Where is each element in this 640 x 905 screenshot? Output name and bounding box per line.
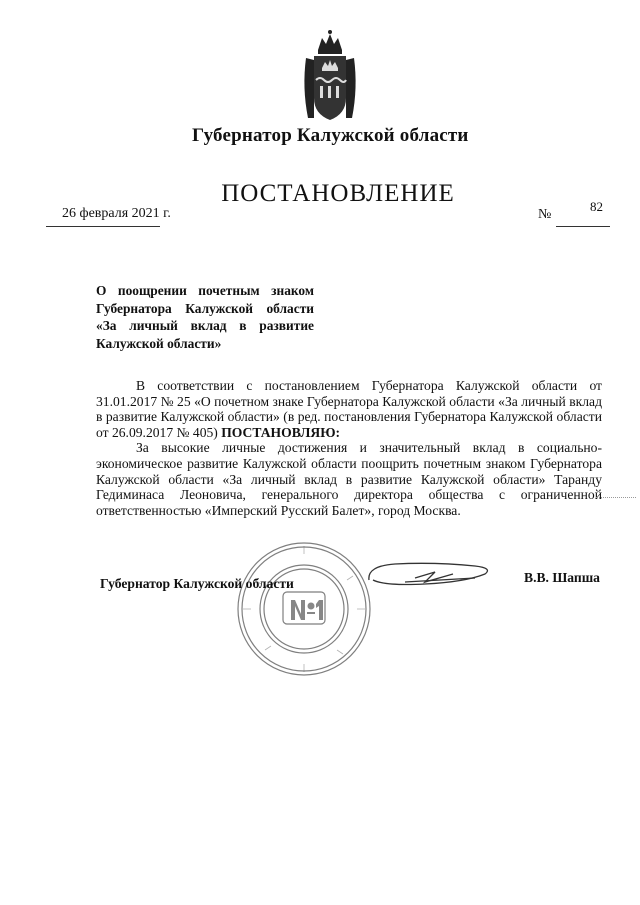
document-number: 82 bbox=[590, 199, 603, 214]
signatory-title: Губернатор Калужской области bbox=[100, 576, 294, 591]
document-type-heading: ПОСТАНОВЛЕНИЕ bbox=[221, 180, 455, 207]
paragraph-text: В соответствии с постановлением Губернатора Калужской области от 31.01.2017 № 25 «О почетном знаке Губернатора Калужской области «За личный вклад в развитие Калужской области» (в ред. постановления Губернатора Калужской области от 26.09.2017 № 405) bbox=[96, 378, 602, 440]
decree-word: ПОСТАНОВЛЯЮ: bbox=[221, 424, 341, 440]
date-underline bbox=[46, 226, 160, 227]
handwritten-signature-icon bbox=[365, 552, 505, 602]
signatory-name: В.В. Шапша bbox=[524, 570, 600, 585]
official-seal-icon bbox=[235, 540, 373, 678]
body-paragraph bbox=[96, 378, 602, 440]
subject-line: «За личный вклад в развитие bbox=[96, 318, 314, 333]
number-sign: № bbox=[538, 207, 552, 222]
document-date: 26 февраля 2021 г. bbox=[62, 206, 171, 221]
body-paragraph: За высокие личные достижения и значительный вклад в социально-экономическое развитие Калужской области поощрить почетным знаком Губернатора Калужской области «За личный вклад в развитие Калужской области» Таранду Гедиминаса Леоновича, генерального директора общества с ограниченной ответственностью «Имперский Русский Балет», город Москва. bbox=[96, 440, 602, 518]
subject-line: Губернатора Калужской области bbox=[96, 300, 314, 316]
document-body bbox=[96, 378, 602, 518]
scan-artifact bbox=[596, 497, 636, 498]
document-subject bbox=[96, 282, 314, 352]
subject-line: О поощрении почетным знаком bbox=[96, 283, 314, 298]
issuer-title: Губернатор Калужской области bbox=[192, 125, 469, 146]
subject-line: Калужской области» bbox=[96, 335, 222, 351]
kaluga-coat-of-arms-icon bbox=[300, 28, 360, 124]
number-underline bbox=[556, 226, 610, 227]
